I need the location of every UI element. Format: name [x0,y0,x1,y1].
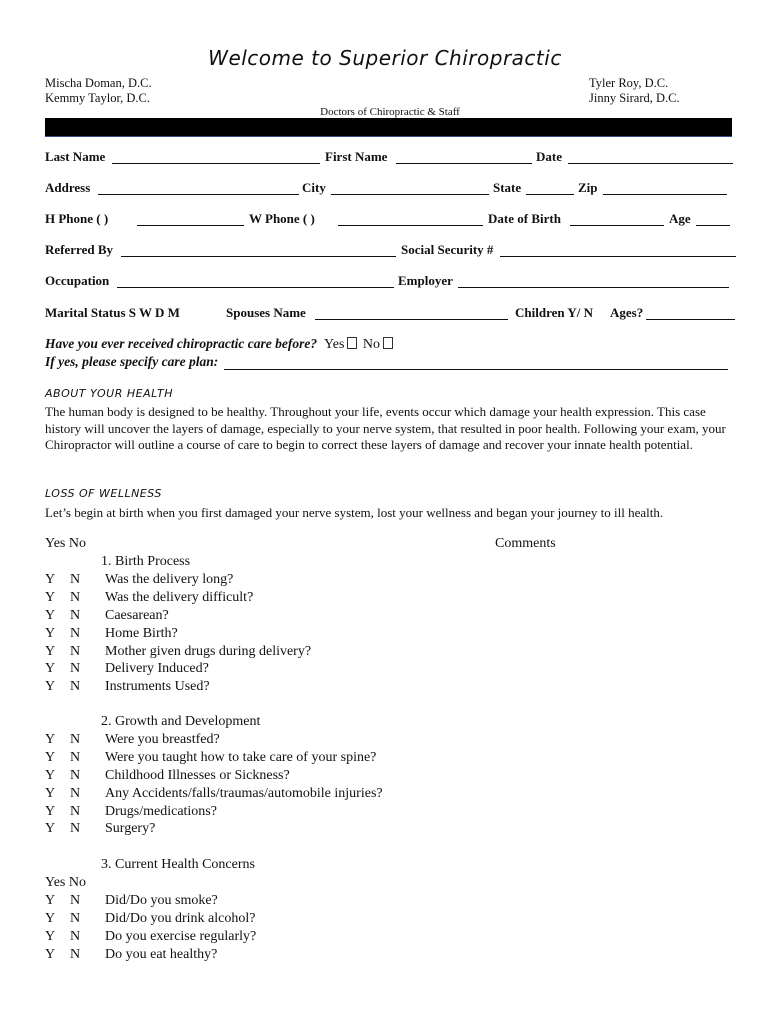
question-text: Delivery Induced? [105,661,209,677]
loss-of-wellness-text: Let’s begin at birth when you first damaged your nerve system, lost your wellness and began your journey to ill health. [45,505,664,520]
yes-no-header: Yes No [45,536,86,551]
no-option[interactable]: N [70,661,81,677]
home-phone-input[interactable] [137,211,244,226]
doctors-left [45,76,152,106]
form-row-name [45,149,745,167]
form-row-phone [45,211,745,229]
no-option[interactable]: N [70,625,81,641]
question-text: Did/Do you drink alcohol? [105,910,256,926]
first-name-label: First Name [325,149,388,164]
prior-care-text: Have you ever received chiropractic care before? [45,336,318,351]
spouse-name-input[interactable] [315,305,508,320]
care-plan-row [45,354,218,370]
address-input[interactable] [98,180,299,195]
question-group-title: 2. Growth and Development [101,714,261,729]
date-input[interactable] [568,149,733,164]
no-option[interactable]: N [70,679,81,695]
doctor-name: Tyler Roy, D.C. [589,76,669,90]
no-option[interactable]: N [70,643,81,659]
yes-option[interactable]: Y [45,607,56,623]
about-health-heading: ABOUT YOUR HEALTH [45,387,173,400]
question-text: Do you exercise regularly? [105,928,257,944]
no-option[interactable]: N [70,571,81,587]
form-row-occupation [45,273,745,291]
ages-label: Ages? [610,305,644,320]
yes-no-header: Yes No [45,874,86,890]
no-option[interactable]: N [70,589,81,605]
doctor-name: Jinny Sirard, D.C. [589,91,680,105]
yes-option[interactable]: Y [45,767,56,783]
ages-input[interactable] [646,305,735,320]
care-plan-label: If yes, please specify care plan: [45,354,219,369]
doctors-right [589,76,680,106]
no-option[interactable]: N [70,785,81,801]
yes-option[interactable]: Y [45,625,56,641]
address-label: Address [45,180,91,195]
yes-option[interactable]: Y [45,803,56,819]
question-group-title: 3. Current Health Concerns [101,857,255,872]
question-text: Were you breastfed? [105,731,220,747]
spouse-name-label: Spouses Name [226,305,306,320]
question-text: Drugs/medications? [105,803,217,819]
no-option[interactable]: N [70,910,81,926]
loss-of-wellness-heading: LOSS OF WELLNESS [45,487,162,500]
state-input[interactable] [526,180,574,195]
marital-status-label[interactable]: Marital Status S W D M [45,305,180,320]
question-text: Was the delivery difficult? [105,589,254,605]
last-name-label: Last Name [45,149,106,164]
header-divider-bar [45,118,732,136]
zip-label: Zip [578,180,598,195]
children-label[interactable]: Children Y/ N [515,305,594,320]
question-text: Was the delivery long? [105,571,234,587]
employer-label: Employer [398,273,453,288]
occupation-input[interactable] [117,273,394,288]
doctor-name: Kemmy Taylor, D.C. [45,91,150,105]
employer-input[interactable] [458,273,729,288]
zip-input[interactable] [603,180,727,195]
no-option[interactable]: N [70,928,81,944]
occupation-label: Occupation [45,273,110,288]
prior-care-yes-label: Yes [324,337,345,352]
date-label: Date [536,149,562,164]
state-label: State [493,180,522,195]
no-option[interactable]: N [70,821,81,837]
question-text: Mother given drugs during delivery? [105,643,312,659]
no-option[interactable]: N [70,607,81,623]
question-text: Were you taught how to take care of your spine? [105,749,377,765]
yes-option[interactable]: Y [45,821,56,837]
question-text: Childhood Illnesses or Sickness? [105,767,290,783]
prior-care-yes-checkbox[interactable] [347,337,357,349]
no-option[interactable]: N [70,767,81,783]
comments-header: Comments [495,536,556,551]
yes-option[interactable]: Y [45,749,56,765]
question-text: Home Birth? [105,625,178,641]
question-group-title: 1. Birth Process [101,554,191,569]
no-option[interactable]: N [70,803,81,819]
age-label: Age [669,211,691,226]
page-title: Welcome to Superior Chiropractic [208,46,562,70]
question-text: Any Accidents/falls/traumas/automobile injuries? [105,785,383,801]
question-text: Do you eat healthy? [105,946,218,962]
dob-input[interactable] [570,211,664,226]
form-row-referral [45,242,745,260]
yes-option[interactable]: Y [45,643,56,659]
last-name-input[interactable] [112,149,320,164]
ssn-input[interactable] [500,242,736,257]
question-text: Caesarean? [105,607,169,623]
city-input[interactable] [331,180,489,195]
question-text: Instruments Used? [105,679,210,695]
yes-option[interactable]: Y [45,946,56,962]
referred-by-input[interactable] [121,242,396,257]
first-name-input[interactable] [396,149,532,164]
no-option[interactable]: N [70,749,81,765]
prior-care-no-label: No [362,337,381,352]
form-row-address [45,180,745,198]
question-text: Did/Do you smoke? [105,892,218,908]
ssn-label: Social Security # [401,242,494,257]
prior-care-question [45,336,395,353]
city-label: City [302,180,326,195]
yes-option[interactable]: Y [45,679,56,695]
referred-by-label: Referred By [45,242,113,257]
yes-option[interactable]: Y [45,731,56,747]
no-option[interactable]: N [70,946,81,962]
yes-option[interactable]: Y [45,661,56,677]
doctor-name: Mischa Doman, D.C. [45,76,152,90]
home-phone-label: H Phone ( ) [45,211,109,226]
yes-option[interactable]: Y [45,589,56,605]
yes-option[interactable]: Y [45,571,56,587]
yes-option[interactable]: Y [45,892,56,908]
staff-line: Doctors of Chiropractic & Staff [320,106,460,118]
no-option[interactable]: N [70,892,81,908]
yes-option[interactable]: Y [45,785,56,801]
work-phone-input[interactable] [338,211,483,226]
form-row-family [45,305,745,323]
no-option[interactable]: N [70,731,81,747]
prior-care-no-checkbox[interactable] [383,337,393,349]
age-input[interactable] [696,211,730,226]
care-plan-input[interactable] [224,355,728,370]
work-phone-label: W Phone ( ) [249,211,315,226]
question-text: Surgery? [105,821,156,837]
yes-option[interactable]: Y [45,910,56,926]
about-health-text: The human body is designed to be healthy. Throughout your life, events occur which damage your health expression. This case history will uncover the layers of damage, especially to your nerve system, that resulted in poor health. Following your exam, your Chiropractor will outline a course of care to begin to correct these layers of damage and recover your innate health potential. [45,404,726,452]
yes-option[interactable]: Y [45,928,56,944]
dob-label: Date of Birth [488,211,561,226]
